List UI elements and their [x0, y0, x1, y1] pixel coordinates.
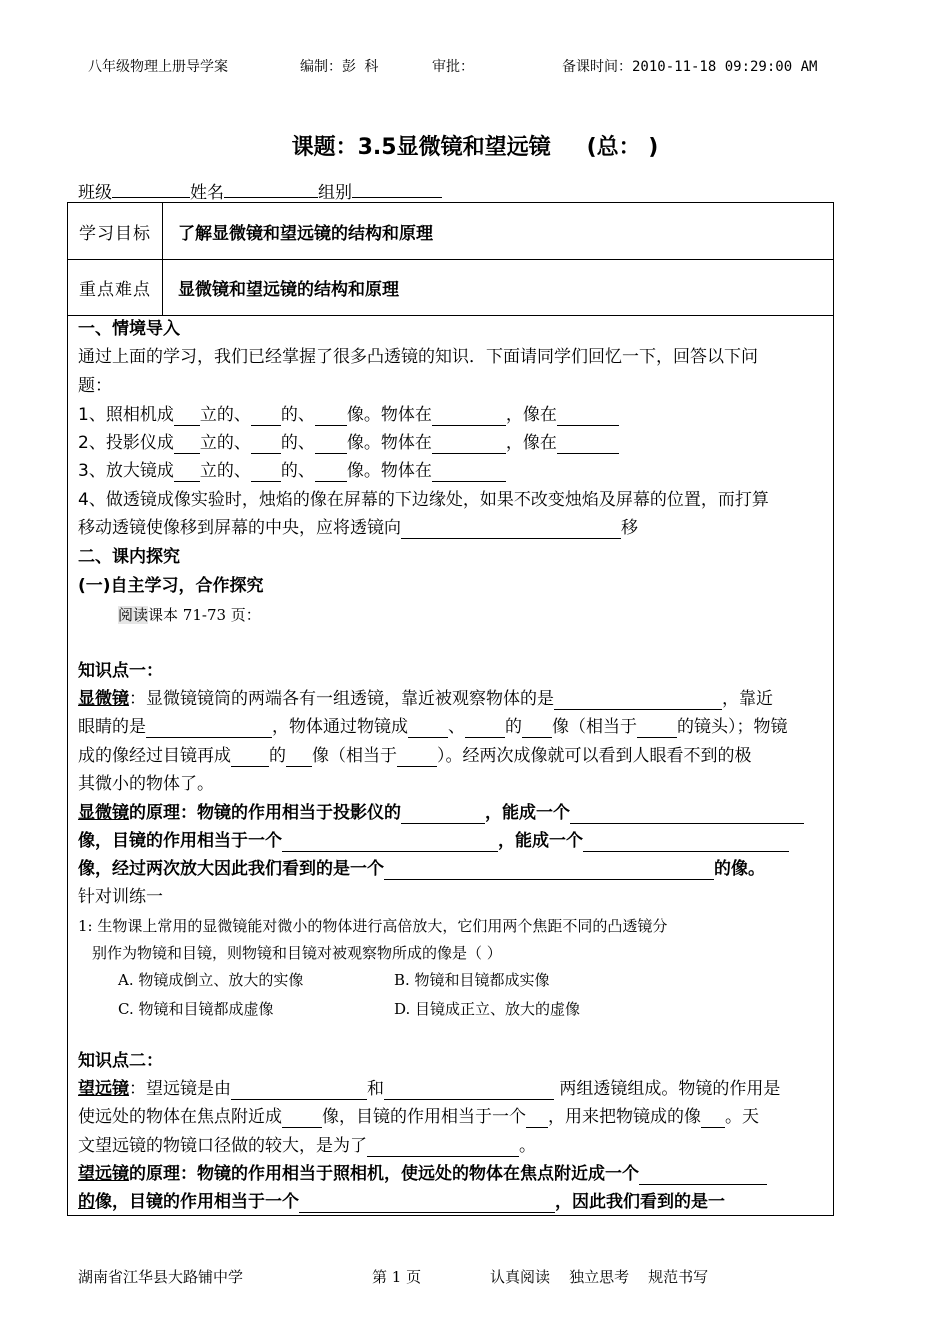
option-a[interactable]: A. 物镜成倒立、放大的实像 — [118, 971, 304, 989]
kp1-p2-a: 像，目镜的作用相当于一个 — [78, 831, 282, 851]
kp2-p-term: 望远镜 — [78, 1164, 129, 1184]
kp1-p-blank-1[interactable] — [401, 805, 485, 824]
kp2-blank-5[interactable] — [701, 1109, 725, 1128]
q2-blank-5[interactable] — [557, 435, 619, 454]
kp1-l2-f: 的镜头）；物镜 — [677, 717, 788, 737]
intro-line-2: 题： — [78, 376, 112, 396]
q2-blank-2[interactable] — [251, 435, 281, 454]
kp1-blank-9[interactable] — [397, 748, 437, 767]
q1-blank-5[interactable] — [557, 407, 619, 426]
goal-label: 学习目标 — [68, 203, 163, 259]
kp1-blank-3[interactable] — [408, 719, 448, 738]
kp1-term: 显微镜 — [78, 689, 129, 709]
class-field[interactable] — [112, 181, 190, 198]
kp2-blank-2[interactable] — [384, 1081, 554, 1100]
kp2-l1-d: 两组透镜组成。物镜的作用是 — [554, 1079, 781, 1099]
header-approve: 审批： — [432, 59, 474, 75]
q2-text-c: 的、 — [280, 433, 315, 453]
kp2-l2-b: 像，目镜的作用相当于一个 — [322, 1107, 526, 1127]
kp2-p2-b: 像，目镜的作用相当于一个 — [95, 1192, 299, 1212]
training-q1-line-2: 别作为物镜和目镜，则物镜和目镜对被观察物所成的像是（ ） — [92, 944, 502, 962]
q2-text-e: ，像在 — [505, 433, 557, 453]
name-label: 姓名 — [190, 183, 224, 203]
q1-text-d: 像。物体在 — [346, 405, 432, 425]
kp1-l3-b: 的 — [269, 746, 286, 766]
kp1-blank-4[interactable] — [465, 719, 505, 738]
q4-text-c: 移 — [621, 518, 638, 538]
q2-blank-1[interactable] — [174, 435, 200, 454]
kp1-blank-7[interactable] — [231, 748, 269, 767]
kp1-p-blank-3[interactable] — [282, 833, 498, 852]
kp1-l3-d: ）。经两次成像就可以看到人眼看不到的极 — [437, 746, 752, 766]
question-4-line-2 — [78, 517, 638, 539]
kp1-p1-c: ，能成一个 — [485, 803, 570, 823]
kp2-l1-b: ：望远镜是由 — [129, 1079, 231, 1099]
kp1-line-2 — [78, 716, 788, 738]
option-b[interactable]: B. 物镜和目镜都成实像 — [394, 971, 550, 989]
intro-line-1: 通过上面的学习，我们已经掌握了很多凸透镜的知识．下面请同学们回忆一下，回答以下问 — [78, 347, 758, 367]
kp1-l1-end: ，靠近 — [722, 689, 773, 709]
kp2-line-2 — [78, 1106, 759, 1128]
kp1-principle-1 — [78, 802, 804, 824]
kp1-p3-b: 的像。 — [714, 859, 765, 879]
group-label: 组别 — [318, 183, 352, 203]
kp2-blank-1[interactable] — [231, 1081, 367, 1100]
kp2-l1-c: 和 — [367, 1079, 384, 1099]
option-d[interactable]: D. 目镜成正立、放大的虚像 — [394, 1000, 581, 1018]
kp2-principle-1 — [78, 1163, 767, 1185]
key-row — [68, 259, 833, 316]
read-rest: 课本 71-73 页： — [148, 606, 261, 624]
kp2-p-blank-2[interactable] — [299, 1194, 555, 1213]
kp2-p2-a: 的 — [78, 1192, 95, 1212]
q2-text-a: 2、投影仪成 — [78, 433, 174, 453]
q3-blank-4[interactable] — [432, 463, 506, 482]
kp1-p1-b: 的原理：物镜的作用相当于投影仪的 — [129, 803, 401, 823]
q1-text-b: 立的、 — [199, 405, 251, 425]
q1-text-c: 的、 — [280, 405, 315, 425]
title-main: 课题：3.5显微镜和望远镜 — [291, 135, 551, 160]
class-label: 班级 — [78, 183, 112, 203]
question-1 — [78, 404, 619, 426]
kp1-blank-5[interactable] — [522, 719, 552, 738]
q1-blank-2[interactable] — [251, 407, 281, 426]
kp1-l1-text: ：显微镜镜筒的两端各有一组透镜，靠近被观察物体的是 — [129, 689, 554, 709]
kp1-l2-b: ，物体通过物镜成 — [272, 717, 408, 737]
footer-school: 湖南省江华县大路铺中学 — [78, 1268, 244, 1286]
kp1-p3-a: 像，经过两次放大因此我们看到的是一个 — [78, 859, 384, 879]
q4-blank[interactable] — [401, 520, 621, 539]
goal-text: 了解显微镜和望远镜的结构和原理 — [178, 223, 433, 244]
question-3 — [78, 460, 506, 482]
kp2-principle-2 — [78, 1191, 725, 1213]
option-c[interactable]: C. 物镜和目镜都成虚像 — [118, 1000, 274, 1018]
q3-blank-3[interactable] — [315, 463, 347, 482]
kp1-l2-e: 像（相当于 — [552, 717, 637, 737]
q1-blank-3[interactable] — [315, 407, 347, 426]
training-q1-line-1: 1: 生物课上常用的显微镜能对微小的物体进行高倍放大，它们用两个焦距不同的凸透镜分 — [78, 917, 668, 935]
student-info — [78, 178, 442, 203]
kp2-l3-a: 文望远镜的物镜口径做的较大，是为了 — [78, 1136, 367, 1156]
kp1-line-3 — [78, 745, 752, 767]
kp2-l2-a: 使远处的物体在焦点附近成 — [78, 1107, 282, 1127]
kp1-l2-d: 的 — [505, 717, 522, 737]
kp1-blank-2[interactable] — [146, 719, 272, 738]
sec2-heading: 二、课内探究 — [78, 547, 180, 567]
title-total: (总： ) — [586, 135, 659, 160]
q3-text-d: 像。物体在 — [346, 461, 432, 481]
q1-text-e: ，像在 — [505, 405, 557, 425]
kp1-principle-2 — [78, 830, 789, 852]
name-field[interactable] — [224, 181, 318, 198]
kp2-blank-4[interactable] — [526, 1109, 548, 1128]
header-time: 备课时间：2010-11-18 09:29:00 AM — [562, 59, 818, 75]
training-title: 针对训练一 — [78, 887, 163, 907]
kp2-term: 望远镜 — [78, 1079, 129, 1099]
kp1-line-1 — [78, 688, 773, 710]
kp1-p2-b: ，能成一个 — [498, 831, 583, 851]
q2-text-b: 立的、 — [199, 433, 251, 453]
kp1-p-blank-4[interactable] — [583, 833, 789, 852]
question-4-line-1: 4、做透镜成像实验时，烛焰的像在屏幕的下边缘处，如果不改变烛焰及屏幕的位置，而打算 — [78, 490, 769, 510]
kp2-blank-3[interactable] — [282, 1109, 322, 1128]
header-editor: 编制：彭 科 — [300, 59, 379, 75]
q4-text-b: 移动透镜使像移到屏幕的中央，应将透镜向 — [78, 518, 401, 538]
q3-blank-1[interactable] — [174, 463, 200, 482]
key-text: 显微镜和望远镜的结构和原理 — [178, 279, 399, 300]
kp2-l3-b: 。 — [519, 1136, 536, 1156]
key-label: 重点难点 — [68, 259, 163, 315]
kp2-l2-c: ，用来把物镜成的像 — [548, 1107, 701, 1127]
kp1-p-blank-2[interactable] — [570, 805, 804, 824]
read-highlight: 阅读 — [118, 606, 149, 624]
kp1-l2-c: 、 — [448, 717, 465, 737]
kp1-p-term: 显微镜 — [78, 803, 129, 823]
kp1-p-blank-5[interactable] — [384, 861, 714, 880]
kp2-p2-c: ，因此我们看到的是一 — [555, 1192, 725, 1212]
kp2-blank-6[interactable] — [367, 1138, 519, 1157]
goal-row — [68, 203, 833, 260]
q1-blank-4[interactable] — [432, 407, 506, 426]
kp1-l3-a: 成的像经过目镜再成 — [78, 746, 231, 766]
q2-blank-3[interactable] — [315, 435, 347, 454]
kp1-principle-3 — [78, 858, 765, 880]
question-2 — [78, 432, 619, 454]
q3-text-b: 立的、 — [199, 461, 251, 481]
kp1-title: 知识点一： — [78, 661, 163, 681]
kp2-l2-d: 。天 — [725, 1107, 759, 1127]
kp2-line-1 — [78, 1078, 780, 1100]
group-field[interactable] — [352, 181, 442, 198]
kp1-blank-6[interactable] — [637, 719, 677, 738]
q3-blank-2[interactable] — [251, 463, 281, 482]
footer-page: 第 1 页 — [372, 1268, 422, 1286]
sec1-heading: 一、情境导入 — [78, 319, 180, 339]
q3-text-a: 3、放大镜成 — [78, 461, 174, 481]
kp2-p-blank-1[interactable] — [639, 1166, 767, 1185]
kp1-l2-a: 眼睛的是 — [78, 717, 146, 737]
kp2-line-3 — [78, 1135, 536, 1157]
q1-text-a: 1、照相机成 — [78, 405, 174, 425]
header-course: 八年级物理上册导学案 — [88, 59, 228, 75]
q2-blank-4[interactable] — [432, 435, 506, 454]
sec2-subheading: (一)自主学习，合作探究 — [78, 576, 264, 596]
q1-blank-1[interactable] — [174, 407, 200, 426]
kp2-p1-b: 的原理：物镜的作用相当于照相机，使远处的物体在焦点附近成一个 — [129, 1164, 639, 1184]
kp2-title: 知识点二： — [78, 1051, 163, 1071]
q2-text-d: 像。物体在 — [346, 433, 432, 453]
footer-motto: 认真阅读 独立思考 规范书写 — [490, 1268, 709, 1286]
q3-text-c: 的、 — [280, 461, 315, 481]
kp1-line-4: 其微小的物体了。 — [78, 774, 214, 794]
kp1-blank-1[interactable] — [554, 691, 722, 710]
kp1-l3-c: 像（相当于 — [312, 746, 397, 766]
kp1-blank-8[interactable] — [286, 748, 312, 767]
page-title — [0, 130, 950, 161]
reading-note — [118, 604, 261, 626]
